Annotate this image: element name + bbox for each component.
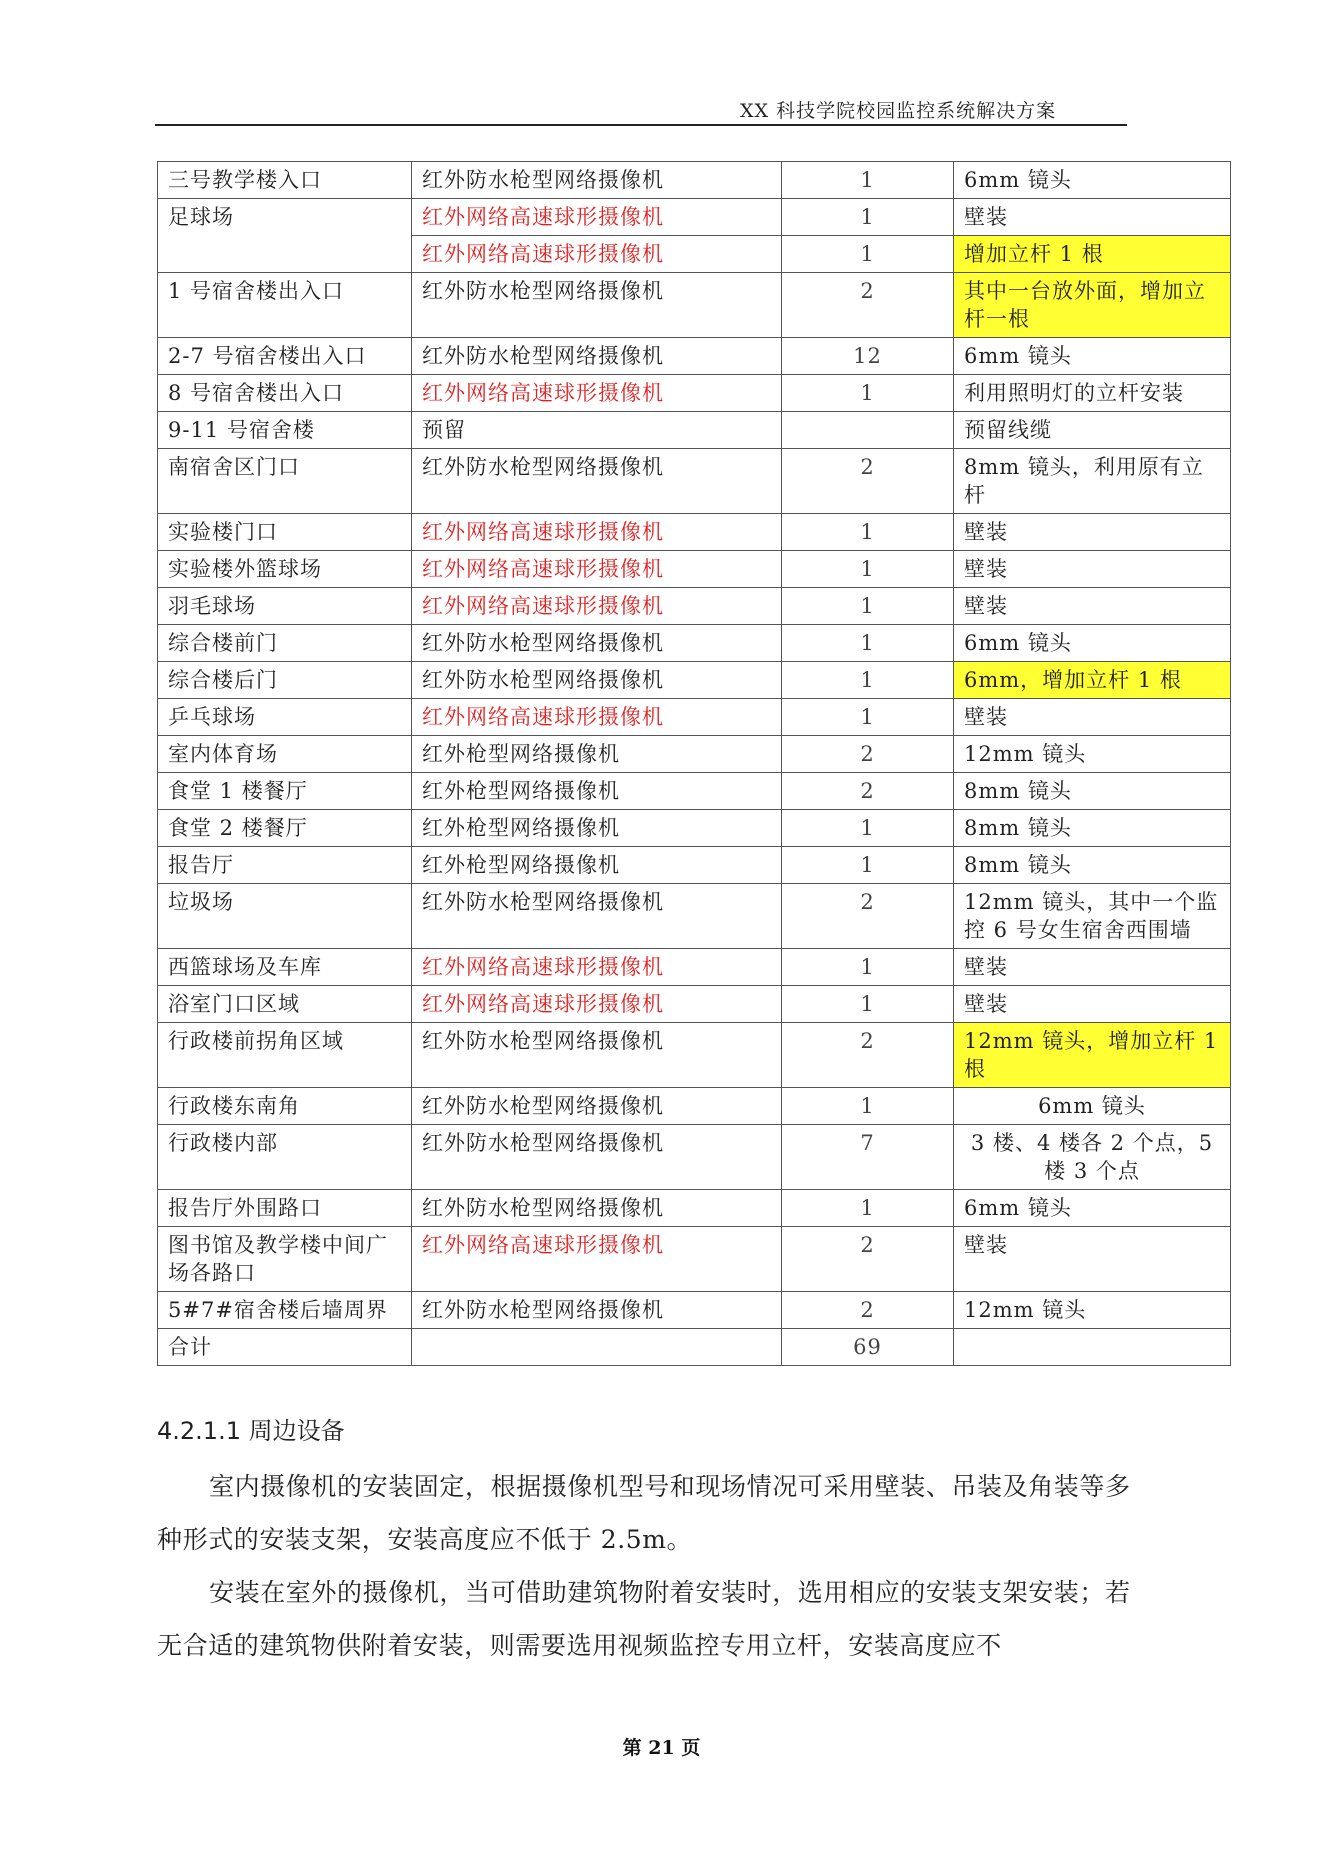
device-cell: 红外防水枪型网络摄像机	[412, 449, 782, 514]
table-row	[158, 162, 1231, 199]
note-cell: 8mm 镜头	[954, 810, 1231, 847]
table-row	[158, 986, 1231, 1023]
note-cell: 3 楼、4 楼各 2 个点，5 楼 3 个点	[954, 1125, 1231, 1190]
location-cell: 行政楼东南角	[158, 1088, 412, 1125]
device-cell: 红外网络高速球形摄像机	[412, 375, 782, 412]
location-cell: 足球场	[158, 199, 412, 273]
device-cell: 红外枪型网络摄像机	[412, 773, 782, 810]
total-qty: 69	[782, 1329, 954, 1366]
location-cell: 三号教学楼入口	[158, 162, 412, 199]
device-cell: 红外防水枪型网络摄像机	[412, 1125, 782, 1190]
note-cell: 壁装	[954, 949, 1231, 986]
qty-cell: 1	[782, 699, 954, 736]
qty-cell: 1	[782, 551, 954, 588]
note-cell: 8mm 镜头	[954, 773, 1231, 810]
table-row	[158, 1292, 1231, 1329]
note-cell: 壁装	[954, 514, 1231, 551]
table-row	[158, 773, 1231, 810]
note-cell: 12mm 镜头，其中一个监控 6 号女生宿舍西围墙	[954, 884, 1231, 949]
qty-cell: 1	[782, 949, 954, 986]
table-row	[158, 375, 1231, 412]
table-row	[158, 847, 1231, 884]
table-row	[158, 699, 1231, 736]
table-row	[158, 662, 1231, 699]
location-cell: 8 号宿舍楼出入口	[158, 375, 412, 412]
note-cell: 6mm 镜头	[954, 1088, 1231, 1125]
table-row	[158, 1088, 1231, 1125]
location-cell: 图书馆及教学楼中间广场各路口	[158, 1227, 412, 1292]
qty-cell: 1	[782, 1088, 954, 1125]
table-row	[158, 736, 1231, 773]
empty-cell	[954, 1329, 1231, 1366]
table-row	[158, 1227, 1231, 1292]
qty-cell: 2	[782, 1292, 954, 1329]
table-row	[158, 199, 1231, 236]
qty-cell: 2	[782, 736, 954, 773]
header-title: XX 科技学院校园监控系统解决方案	[740, 100, 1057, 122]
location-cell: 5#7#宿舍楼后墙周界	[158, 1292, 412, 1329]
page-number: 第 21 页	[622, 1737, 701, 1759]
note-cell: 壁装	[954, 986, 1231, 1023]
qty-cell: 1	[782, 625, 954, 662]
location-cell: 1 号宿舍楼出入口	[158, 273, 412, 338]
qty-cell: 1	[782, 375, 954, 412]
note-cell: 壁装	[954, 551, 1231, 588]
device-cell: 红外网络高速球形摄像机	[412, 949, 782, 986]
note-cell: 其中一台放外面，增加立杆一根	[954, 273, 1231, 338]
table-row	[158, 273, 1231, 338]
note-cell: 6mm 镜头	[954, 162, 1231, 199]
device-cell: 红外枪型网络摄像机	[412, 736, 782, 773]
table-row	[158, 1023, 1231, 1088]
device-cell: 红外防水枪型网络摄像机	[412, 1088, 782, 1125]
note-cell: 12mm 镜头	[954, 1292, 1231, 1329]
table-row	[158, 625, 1231, 662]
qty-cell: 2	[782, 449, 954, 514]
device-cell: 红外网络高速球形摄像机	[412, 514, 782, 551]
location-cell: 南宿舍区门口	[158, 449, 412, 514]
device-cell: 红外防水枪型网络摄像机	[412, 1190, 782, 1227]
table-row	[158, 588, 1231, 625]
device-cell: 预留	[412, 412, 782, 449]
device-cell: 红外防水枪型网络摄像机	[412, 884, 782, 949]
device-cell: 红外网络高速球形摄像机	[412, 1227, 782, 1292]
qty-cell: 2	[782, 273, 954, 338]
note-cell: 6mm 镜头	[954, 625, 1231, 662]
qty-cell	[782, 412, 954, 449]
note-cell: 8mm 镜头	[954, 847, 1231, 884]
table-row	[158, 949, 1231, 986]
paragraph: 安装在室外的摄像机，当可借助建筑物附着安装时，选用相应的安装支架安装；若无合适的建筑物供附着安装，则需要选用视频监控专用立杆，安装高度应不	[157, 1578, 1131, 1660]
qty-cell: 1	[782, 810, 954, 847]
device-cell: 红外网络高速球形摄像机	[412, 199, 782, 236]
note-cell: 增加立杆 1 根	[954, 236, 1231, 273]
device-cell: 红外网络高速球形摄像机	[412, 986, 782, 1023]
location-cell: 西篮球场及车库	[158, 949, 412, 986]
qty-cell: 1	[782, 662, 954, 699]
table-row-total	[158, 1329, 1231, 1366]
total-label: 合计	[158, 1329, 412, 1366]
table-row	[158, 412, 1231, 449]
qty-cell: 1	[782, 986, 954, 1023]
location-cell: 行政楼内部	[158, 1125, 412, 1190]
equipment-table	[157, 161, 1231, 1366]
device-cell: 红外枪型网络摄像机	[412, 810, 782, 847]
device-cell: 红外防水枪型网络摄像机	[412, 162, 782, 199]
location-cell: 浴室门口区域	[158, 986, 412, 1023]
qty-cell: 2	[782, 1023, 954, 1088]
location-cell: 室内体育场	[158, 736, 412, 773]
device-cell: 红外网络高速球形摄像机	[412, 699, 782, 736]
location-cell: 实验楼外篮球场	[158, 551, 412, 588]
device-cell: 红外网络高速球形摄像机	[412, 236, 782, 273]
qty-cell: 2	[782, 884, 954, 949]
location-cell: 综合楼前门	[158, 625, 412, 662]
table-row	[158, 551, 1231, 588]
note-cell: 壁装	[954, 588, 1231, 625]
qty-cell: 2	[782, 1227, 954, 1292]
qty-cell: 2	[782, 773, 954, 810]
qty-cell: 1	[782, 236, 954, 273]
location-cell: 食堂 1 楼餐厅	[158, 773, 412, 810]
table-row	[158, 338, 1231, 375]
note-cell: 利用照明灯的立杆安装	[954, 375, 1231, 412]
note-cell: 12mm 镜头	[954, 736, 1231, 773]
device-cell: 红外防水枪型网络摄像机	[412, 625, 782, 662]
note-cell: 壁装	[954, 199, 1231, 236]
table-row	[158, 514, 1231, 551]
device-cell: 红外防水枪型网络摄像机	[412, 338, 782, 375]
location-cell: 羽毛球场	[158, 588, 412, 625]
location-cell: 报告厅	[158, 847, 412, 884]
location-cell: 食堂 2 楼餐厅	[158, 810, 412, 847]
empty-cell	[412, 1329, 782, 1366]
note-cell: 壁装	[954, 1227, 1231, 1292]
table-row	[158, 449, 1231, 514]
location-cell: 9-11 号宿舍楼	[158, 412, 412, 449]
location-cell: 综合楼后门	[158, 662, 412, 699]
note-cell: 6mm 镜头	[954, 1190, 1231, 1227]
qty-cell: 1	[782, 1190, 954, 1227]
device-cell: 红外网络高速球形摄像机	[412, 551, 782, 588]
qty-cell: 7	[782, 1125, 954, 1190]
note-cell: 8mm 镜头，利用原有立杆	[954, 449, 1231, 514]
paragraph: 室内摄像机的安装固定，根据摄像机型号和现场情况可采用壁装、吊装及角装等多种形式的安装支架，安装高度应不低于 2.5m。	[157, 1472, 1131, 1554]
qty-cell: 1	[782, 199, 954, 236]
location-cell: 行政楼前拐角区域	[158, 1023, 412, 1088]
qty-cell: 1	[782, 162, 954, 199]
table-row	[158, 810, 1231, 847]
qty-cell: 1	[782, 514, 954, 551]
device-cell: 红外防水枪型网络摄像机	[412, 273, 782, 338]
note-cell: 6mm 镜头	[954, 338, 1231, 375]
location-cell: 报告厅外围路口	[158, 1190, 412, 1227]
location-cell: 2-7 号宿舍楼出入口	[158, 338, 412, 375]
qty-cell: 12	[782, 338, 954, 375]
device-cell: 红外防水枪型网络摄像机	[412, 1292, 782, 1329]
note-cell: 12mm 镜头，增加立杆 1 根	[954, 1023, 1231, 1088]
note-cell: 壁装	[954, 699, 1231, 736]
location-cell: 垃圾场	[158, 884, 412, 949]
qty-cell: 1	[782, 847, 954, 884]
table-row	[158, 884, 1231, 949]
device-cell: 红外枪型网络摄像机	[412, 847, 782, 884]
table-row	[158, 1190, 1231, 1227]
device-cell: 红外防水枪型网络摄像机	[412, 662, 782, 699]
table-row	[158, 1125, 1231, 1190]
note-cell: 6mm，增加立杆 1 根	[954, 662, 1231, 699]
section-heading: 4.2.1.1 周边设备	[157, 1417, 345, 1445]
device-cell: 红外防水枪型网络摄像机	[412, 1023, 782, 1088]
note-cell: 预留线缆	[954, 412, 1231, 449]
location-cell: 乒乓球场	[158, 699, 412, 736]
device-cell: 红外网络高速球形摄像机	[412, 588, 782, 625]
header-rule	[155, 124, 1127, 126]
location-cell: 实验楼门口	[158, 514, 412, 551]
qty-cell: 1	[782, 588, 954, 625]
